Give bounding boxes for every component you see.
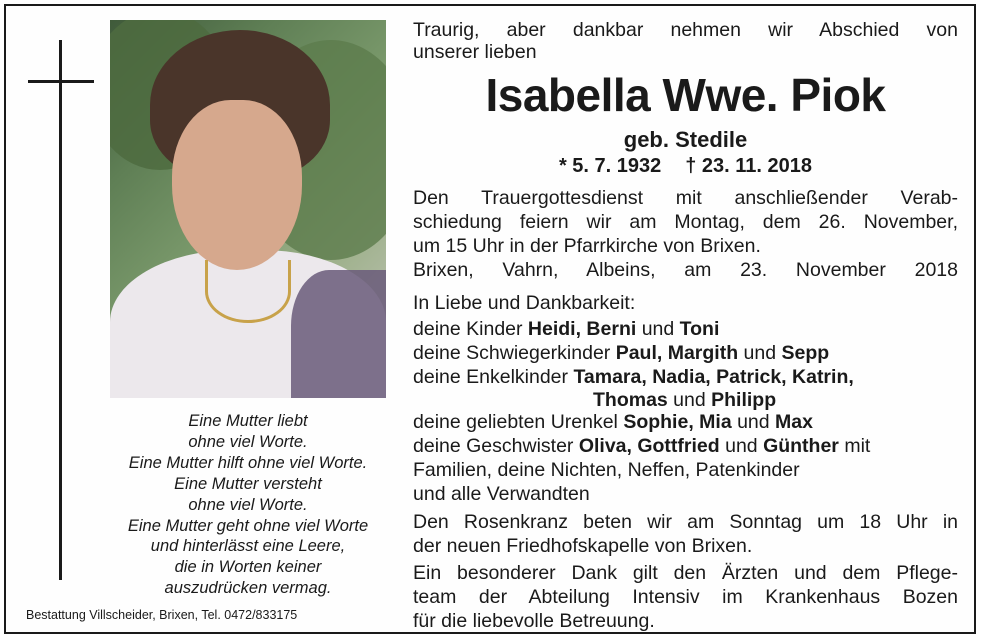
service-line: Den Trauergottesdienst mit anschließender Verab- (413, 187, 958, 209)
death-date: † 23. 11. 2018 (685, 155, 813, 177)
family-relatives: und alle Verwandten (413, 483, 590, 505)
poem-line: auszudrücken vermag. (164, 579, 332, 598)
life-dates (413, 155, 958, 178)
poem-line: Eine Mutter versteht (174, 474, 322, 493)
rosary-line: der neuen Friedhofskapelle von Brixen. (413, 535, 753, 557)
poem (100, 411, 396, 599)
intro-line: Traurig, aber dankbar nehmen wir Abschied von (413, 19, 958, 41)
poem-line: ohne viel Worte. (188, 432, 308, 451)
thanks-line: team der Abteilung Intensiv im Krankenhaus Bozen (413, 586, 958, 608)
poem-line: Eine Mutter liebt (188, 412, 308, 430)
poem-line: die in Worten keiner (174, 558, 322, 577)
deceased-name: Isabella Wwe. Piok (485, 69, 886, 121)
birth-date: * 5. 7. 1932 (558, 155, 662, 177)
family-grandchildren: deine Enkelkinder Tamara, Nadia, Patrick, Katrin, (413, 366, 854, 388)
family-great-grandchildren: deine geliebten Urenkel Sophie, Mia und Max (413, 411, 813, 433)
family-grandchildren-cont: Thomas und Philipp (593, 389, 777, 411)
place-date: Brixen, Vahrn, Albeins, am 23. November 2018 (413, 259, 958, 281)
cross-icon (59, 40, 62, 580)
thanks-line: Ein besonderer Dank gilt den Ärzten und dem Pflege- (413, 562, 958, 584)
family-siblings: deine Geschwister Oliva, Gottfried und Günther mit (413, 435, 871, 457)
thanks-line: für die liebevolle Betreuung. (413, 610, 655, 632)
birth-name: geb. Stedile (623, 127, 748, 152)
rosary-line: Den Rosenkranz beten wir am Sonntag um 18 Uhr in (413, 511, 958, 533)
family-relatives: Familien, deine Nichten, Neffen, Patenkinder (413, 459, 800, 481)
cross-icon-bar (28, 80, 94, 83)
poem-line: Eine Mutter geht ohne viel Worte (127, 516, 369, 535)
service-line: schiedung feiern wir am Montag, dem 26. November, (413, 211, 958, 233)
poem-line: ohne viel Worte. (188, 495, 308, 514)
family-children: deine Kinder Heidi, Berni und Toni (413, 318, 720, 340)
family-children-in-law: deine Schwiegerkinder Paul, Margith und Sepp (413, 342, 830, 364)
family-intro: In Liebe und Dankbarkeit: (413, 292, 636, 314)
service-line: um 15 Uhr in der Pfarrkirche von Brixen. (413, 235, 761, 257)
intro-line: unserer lieben (413, 41, 537, 63)
poem-line: Eine Mutter hilft ohne viel Worte. (128, 453, 368, 472)
funeral-home-footer: Bestattung Villscheider, Brixen, Tel. 0472/833175 (26, 608, 298, 622)
portrait-photo (110, 20, 386, 398)
poem-line: und hinterlässt eine Leere, (150, 537, 346, 556)
